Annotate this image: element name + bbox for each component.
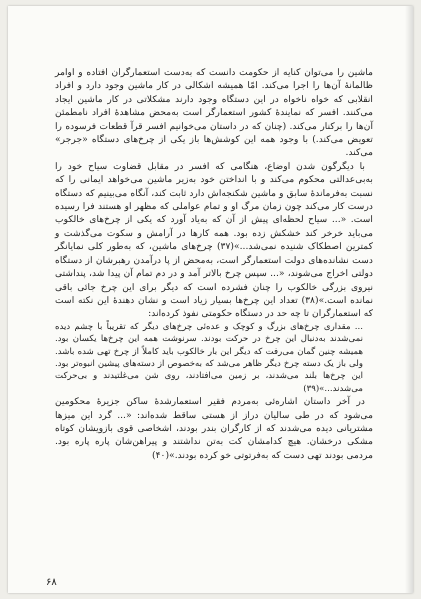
- book-page: [8, 6, 413, 593]
- page-body: [55, 66, 373, 462]
- page-number: ۶۸: [46, 577, 57, 588]
- paragraph-2: با دیگرگون شدن اوضاع، هنگامی که افسر در مقابل قضاوت سیاح خود را به‌بی‌عدالتی محکوم می‌کند و با انداختن خود به‌زیر ماشین می‌خواهد ایمانی را که نسبت به‌فرماندهٔ سابق و ماشین شکنجه‌اش دارد ثابت کند، آنگاه می‌بینیم که دستگاه درست کار می‌کند چون زمان مرگ او و تمام عواملی که مظهر او هستند فرا رسیده است. «... سیاح لحظه‌ای پیش از آن که به‌یاد آورد که یکی از چرخ‌های خالکوب می‌باید خرخر کند خشکش زده بود. همه کارها در آرامش و سکوت می‌گذشت و کمترین اصطکاک شنیده نمی‌شد...»(۳۷) چرخ‌های ماشین، که به‌طور کلی نمایانگر دست نشانده‌های دولت استعمارگر است، به‌محض از پا درآمدن رهبرشان از دستگاه دولتی اخراج می‌شوند، «... سپس چرخ بالاتر آمد و در دم تمام آن پیدا شد، پنداشتی نیروی بزرگی خالکوب را چنان فشرده است که دیگر برای این چرخ جائی باقی نمانده است.»(۳۸) تعداد این چرخ‌ها بسیار زیاد است و نشان دهندهٔ این نکته است که استعمارگران تا چه حد در دستگاه حکومتی نفوذ کرده‌اند:: [55, 160, 374, 320]
- paragraph-1: ماشین را می‌توان کنایه از حکومت دانست که به‌دست استعمارگران افتاده و اوامر ظالمانهٔ آن‌ها را اجرا می‌کند. امّا همیشه اشکالی در کار ماشین وجود دارد و افراد انقلابی که خواه ناخواه در این دستگاه وجود دارند مشکلاتی در کار ماشین ایجاد می‌کنند. افسر که نمایندهٔ کشور استعمارگر است به‌محض مشاهدهٔ افراد نامطمئن آن‌ها را برکنار می‌کند. (چنان که در داستان می‌خوانیم افسر قرآ قطعات فرسوده را تعویض می‌کند.) با وجود همه این کوشش‌ها باز یکی از چرخ‌های دستگاه «جرجر» می‌کند.: [55, 67, 373, 159]
- page-edge-shadow: [405, 6, 413, 593]
- block-quote: ... مقداری چرخ‌های بزرگ و کوچک و عده‌ئی چرخ‌های دیگر که تقریباً با چشم دیده نمی‌شدند به‌دنبال این چرخ در حرکت بودند. سرنوشت همه این چرخ‌ها یکسان بود. همیشه چنین گمان می‌رفت که دیگر این بار خالکوب باید کاملاً از چرخ تهی شده باشد. ولی باز یک دسته چرخ دیگر ظاهر می‌شد که به‌خصوص از دسته‌های پیشین انبوه‌تر بود. این چرخ‌ها بلند می‌شدند، بر زمین می‌افتادند، روی شن می‌غلتیدند و بی‌حرکت می‌شدند...»(۳۹): [55, 321, 363, 394]
- closing-paragraph: در آخر داستان اشاره‌ئی به‌مردم فقیر استعمارشدهٔ ساکن جزیرهٔ محکومین می‌شود که در طی سالیان دراز از هستی ساقط شده‌اند: «... گرد این میزها مشتریانی دیده می‌شدند که از کارگران بندر بودند، اشخاصی قوی بازویشان کوتاه مشکی درخشان. هیچ کدامشان کت به‌تن نداشتند و پیراهن‌شان پاره پاره بود. مردمی بودند تهی دست که به‌فرتوتی خو کرده بودند.»(۴۰): [55, 396, 373, 461]
